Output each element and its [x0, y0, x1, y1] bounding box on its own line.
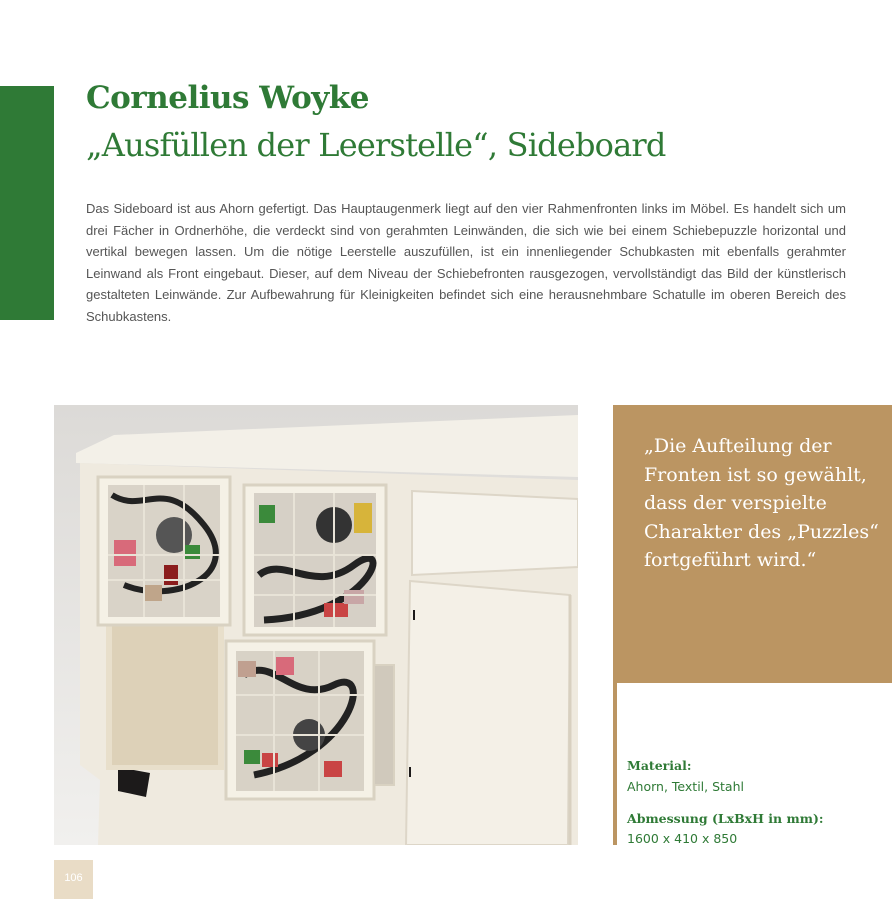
sideboard-photo: [54, 405, 578, 845]
dimensions-label: Abmessung (LxBxH in mm):: [627, 811, 824, 826]
quote-box: [613, 405, 892, 683]
material-label: Material:: [627, 758, 692, 773]
page-number: 106: [64, 872, 83, 884]
pull-quote: „Die Aufteilung der Fronten ist so gewählt, dass der verspielte Charakter des „Puzzles“ fortgeführt wird.“: [644, 435, 879, 571]
dimensions-value: 1600 x 410 x 850: [627, 831, 738, 846]
details-box: [613, 683, 892, 845]
accent-bar: [0, 86, 54, 320]
work-title: „Ausfüllen der Leerstelle“, Sideboard: [86, 126, 666, 164]
material-value: Ahorn, Textil, Stahl: [627, 779, 744, 794]
details-divider: [613, 683, 617, 845]
description-text: Das Sideboard ist aus Ahorn gefertigt. Das Hauptaugenmerk liegt auf den vier Rahmenfronten links im Möbel. Es handelt sich um drei Fächer in Ordnerhöhe, die verdeckt sind von gerahmten Leinwänden, die sich wie bei einem Schiebepuzzle horizontal und vertikal bewegen lassen. Um die nötige Leerstelle auszufüllen, ist ein innenliegender Schubkasten mit ebenfalls gerahmter Leinwand als Front eingebaut. Dieser, auf dem Niveau der Schiebefronten rausgezogen, vervollständigt das Bild der künstlerisch gestalteten Leinwände. Zur Aufbewahrung für Kleinigkeiten befindet sich eine herausnehmbare Schatulle im oberen Bereich des Schubkastens.: [86, 201, 846, 324]
page-number-tab: [54, 860, 93, 899]
author-name: Cornelius Woyke: [86, 80, 369, 116]
